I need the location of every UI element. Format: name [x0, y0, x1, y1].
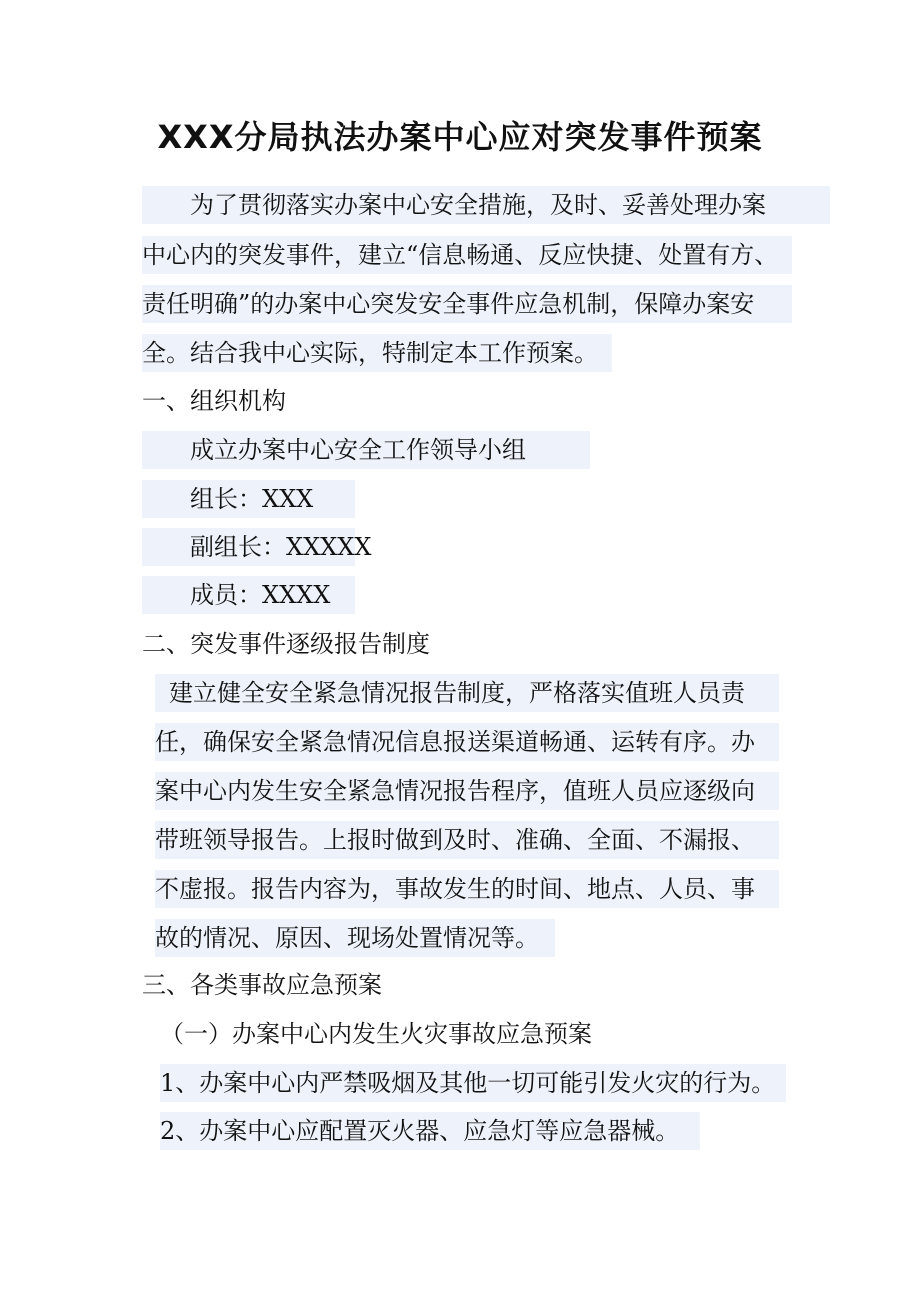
subsection-heading: （一）办案中心内发生火灾事故应急预案 — [160, 1020, 592, 1048]
report-line: 案中心内发生安全紧急情况报告程序，值班人员应逐级向 — [155, 772, 779, 810]
fire-item: 1、办案中心内严禁吸烟及其他一切可能引发火灾的行为。 — [160, 1064, 786, 1102]
fire-item: 2、办案中心应配置灭火器、应急灯等应急器械。 — [160, 1112, 700, 1150]
intro-line: 责任明确”的办案中心突发安全事件应急机制，保障办案安 — [142, 285, 792, 323]
intro-line: 为了贯彻落实办案中心安全措施，及时、妥善处理办案 — [142, 186, 830, 224]
report-line: 不虚报。报告内容为，事故发生的时间、地点、人员、事 — [155, 870, 779, 908]
intro-line: 中心内的突发事件，建立“信息畅通、反应快捷、处置有方、 — [142, 236, 792, 274]
section-heading: 二、突发事件逐级报告制度 — [142, 630, 430, 658]
report-line: 带班领导报告。上报时做到及时、准确、全面、不漏报、 — [155, 821, 779, 859]
org-item: 成立办案中心安全工作领导小组 — [142, 431, 590, 469]
section-heading: 三、各类事故应急预案 — [142, 971, 382, 999]
intro-line: 全。结合我中心实际，特制定本工作预案。 — [142, 334, 612, 372]
section-heading: 一、组织机构 — [142, 387, 286, 415]
document-title: XXX分局执法办案中心应对突发事件预案 — [157, 118, 763, 156]
org-item: 成员：XXXX — [142, 576, 355, 614]
org-item: 副组长：XXXXX — [142, 528, 355, 566]
report-line: 任，确保安全紧急情况信息报送渠道畅通、运转有序。办 — [155, 723, 779, 761]
org-item: 组长：XXX — [142, 480, 355, 518]
report-line: 建立健全安全紧急情况报告制度，严格落实值班人员责 — [155, 674, 779, 712]
report-line: 故的情况、原因、现场处置情况等。 — [155, 919, 555, 957]
